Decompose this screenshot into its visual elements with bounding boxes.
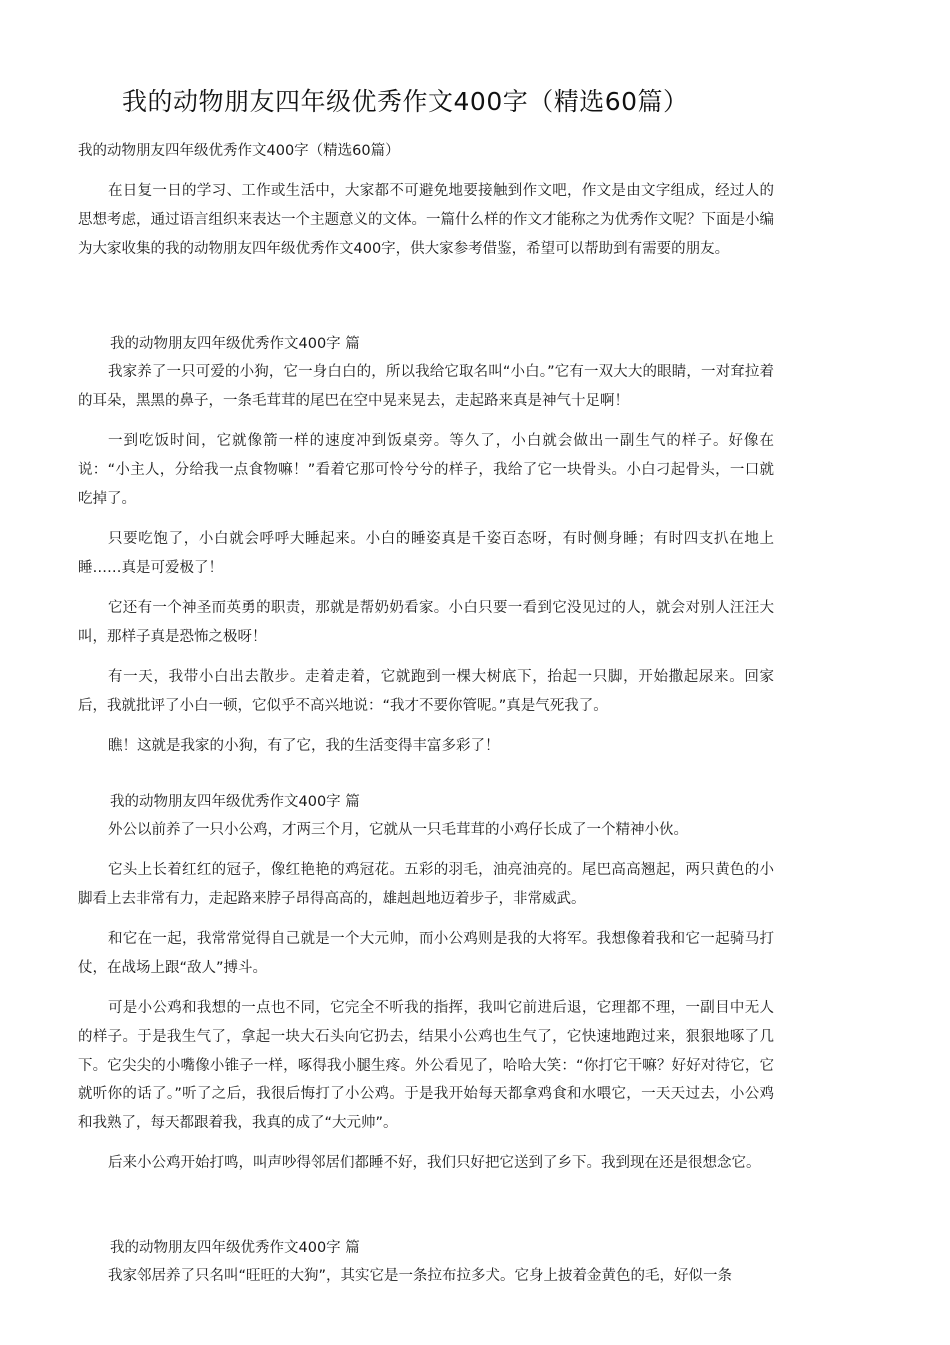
body-paragraph: 它头上长着红红的冠子，像红艳艳的鸡冠花。五彩的羽毛，油亮油亮的。尾巴高高翘起，两只黄色的小脚看上去非常有力，走起路来脖子昂得高高的，雄赳赳地迈着步子，非常威武。 — [78, 862, 774, 907]
section-heading: 我的动物朋友四年级优秀作文400字 篇 — [110, 336, 360, 352]
body-paragraph: 后来小公鸡开始打鸣，叫声吵得邻居们都睡不好，我们只好把它送到了乡下。我到现在还是很想念它。 — [108, 1155, 761, 1171]
body-paragraph: 只要吃饱了，小白就会呼呼大睡起来。小白的睡姿真是千姿百态呀，有时侧身睡；有时四支扒在地上睡……真是可爱极了！ — [78, 531, 774, 576]
section-heading: 我的动物朋友四年级优秀作文400字 篇 — [110, 794, 360, 810]
document-title: 我的动物朋友四年级优秀作文400字（精选60篇） — [122, 87, 689, 116]
body-paragraph: 一到吃饭时间，它就像箭一样的速度冲到饭桌旁。等久了，小白就会做出一副生气的样子。好像在说：“小主人，分给我一点食物嘛！”看着它那可怜兮兮的样子，我给了它一块骨头。小白刁起骨头，一口就吃掉了。 — [78, 433, 774, 507]
body-paragraph: 我家邻居养了只名叫“旺旺的大狗”，其实它是一条拉布拉多犬。它身上披着金黄色的毛，好似一条 — [108, 1268, 733, 1284]
body-paragraph: 它还有一个神圣而英勇的职责，那就是帮奶奶看家。小白只要一看到它没见过的人，就会对别人汪汪大叫，那样子真是恐怖之极呀！ — [78, 600, 774, 645]
document-subtitle: 我的动物朋友四年级优秀作文400字（精选60篇） — [78, 143, 400, 159]
body-paragraph: 有一天，我带小白出去散步。走着走着，它就跑到一棵大树底下，抬起一只脚，开始撒起尿来。回家后，我就批评了小白一顿，它似乎不高兴地说：“我才不要你管呢。”真是气死我了。 — [78, 669, 774, 714]
body-paragraph: 我家养了一只可爱的小狗，它一身白白的，所以我给它取名叫“小白。”它有一双大大的眼睛，一对耷拉着的耳朵，黑黑的鼻子，一条毛茸茸的尾巴在空中晃来晃去，走起路来真是神气十足啊！ — [78, 364, 774, 409]
body-paragraph: 外公以前养了一只小公鸡，才两三个月，它就从一只毛茸茸的小鸡仔长成了一个精神小伙。 — [108, 822, 688, 838]
body-paragraph: 和它在一起，我常常觉得自己就是一个大元帅，而小公鸡则是我的大将军。我想像着我和它一起骑马打仗，在战场上跟“敌人”搏斗。 — [78, 931, 774, 976]
intro-paragraph: 在日复一日的学习、工作或生活中，大家都不可避免地要接触到作文吧，作文是由文字组成，经过人的思想考虑，通过语言组织来表达一个主题意义的文体。一篇什么样的作文才能称之为优秀作文呢？下面是小编为大家收集的我的动物朋友四年级优秀作文400字，供大家参考借鉴，希望可以帮助到有需要的朋友。 — [78, 183, 774, 257]
body-paragraph: 瞧！这就是我家的小狗，有了它，我的生活变得丰富多彩了！ — [108, 738, 500, 754]
body-paragraph: 可是小公鸡和我想的一点也不同，它完全不听我的指挥，我叫它前进后退，它理都不理，一副目中无人的样子。于是我生气了，拿起一块大石头向它扔去，结果小公鸡也生气了，它快速地跑过来，狠狠地啄了几下。它尖尖的小嘴像小锥子一样，啄得我小腿生疼。外公看见了，哈哈大笑：“你打它干嘛？好好对待它，它就听你的话了。”听了之后，我很后悔打了小公鸡。于是我开始每天都拿鸡食和水喂它，一天天过去，小公鸡和我熟了，每天都跟着我，我真的成了“大元帅”。 — [78, 1000, 774, 1132]
section-heading: 我的动物朋友四年级优秀作文400字 篇 — [110, 1240, 360, 1256]
